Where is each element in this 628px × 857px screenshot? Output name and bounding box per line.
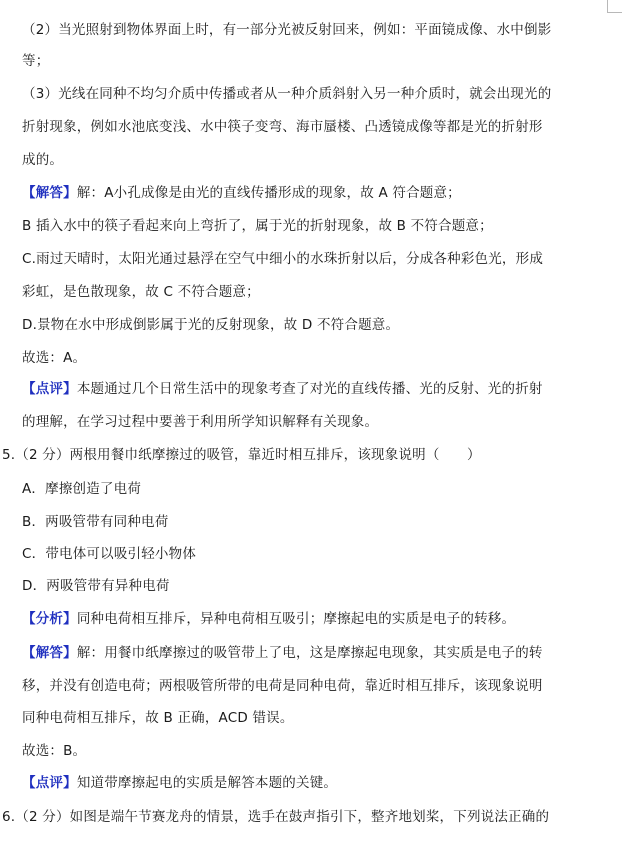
text-line: 移，并没有创造电荷；两根吸管所带的电荷是同种电荷，靠近时相互排斥，该现象说明 [22,678,543,694]
comment-line: 【点评】知道带摩擦起电的实质是解答本题的关键。 [22,775,338,791]
question-stem: 5.（2 分）两根用餐巾纸摩擦过的吸管，靠近时相互排斥，该现象说明（ ） [2,447,481,463]
answer-line: 【解答】解：用餐巾纸摩擦过的吸管带上了电，这是摩擦起电现象，其实质是电子的转 [22,645,543,661]
text-line: 故选：A。 [22,350,87,366]
option-b: B．两吸管带有同种电荷 [22,514,169,530]
text-line: （3）光线在同种不均匀介质中传播或者从一种介质斜射入另一种介质时，就会出现光的 [22,86,552,102]
text-line: 成的。 [22,152,64,168]
page-corner-mark [607,0,622,13]
text-line: 故选：B。 [22,743,87,759]
comment-line: 【点评】本题通过几个日常生活中的现象考查了对光的直线传播、光的反射、光的折射 [22,381,543,397]
analysis-line: 【分析】同种电荷相互排斥，异种电荷相互吸引；摩擦起电的实质是电子的转移。 [22,611,516,627]
text-line: 的理解，在学习过程中要善于利用所学知识解释有关现象。 [22,414,379,430]
text-line: 等； [22,53,50,69]
answer-tag: 【解答】 [22,645,77,661]
analysis-tag: 【分析】 [22,611,77,627]
question-stem: 6.（2 分）如图是端午节赛龙舟的情景，选手在鼓声指引下，整齐地划桨，下列说法正确的 [2,809,550,825]
comment-tag: 【点评】 [22,775,77,791]
option-a: A．摩擦创造了电荷 [22,481,142,497]
option-c: C．带电体可以吸引轻小物体 [22,546,197,562]
text-line: C.雨过天晴时，太阳光通过悬浮在空气中细小的水珠折射以后，分成各种彩色光，形成 [22,251,544,267]
text-line: 折射现象，例如水池底变浅、水中筷子变弯、海市蜃楼、凸透镜成像等都是光的折射形 [22,119,543,135]
text-line: 彩虹，是色散现象，故 C 不符合题意； [22,284,260,300]
answer-line: 【解答】解：A小孔成像是由光的直线传播形成的现象，故 A 符合题意； [22,185,461,201]
comment-tag: 【点评】 [22,381,77,397]
option-d: D．两吸管带有异种电荷 [22,578,170,594]
text-line: D.景物在水中形成倒影属于光的反射现象，故 D 不符合题意。 [22,317,400,333]
text-line: 同种电荷相互排斥，故 B 正确，ACD 错误。 [22,710,294,726]
answer-tag: 【解答】 [22,185,77,201]
text-line: （2）当光照射到物体界面上时，有一部分光被反射回来，例如：平面镜成像、水中倒影 [22,22,552,38]
text-line: B 插入水中的筷子看起来向上弯折了，属于光的折射现象，故 B 不符合题意； [22,218,493,234]
